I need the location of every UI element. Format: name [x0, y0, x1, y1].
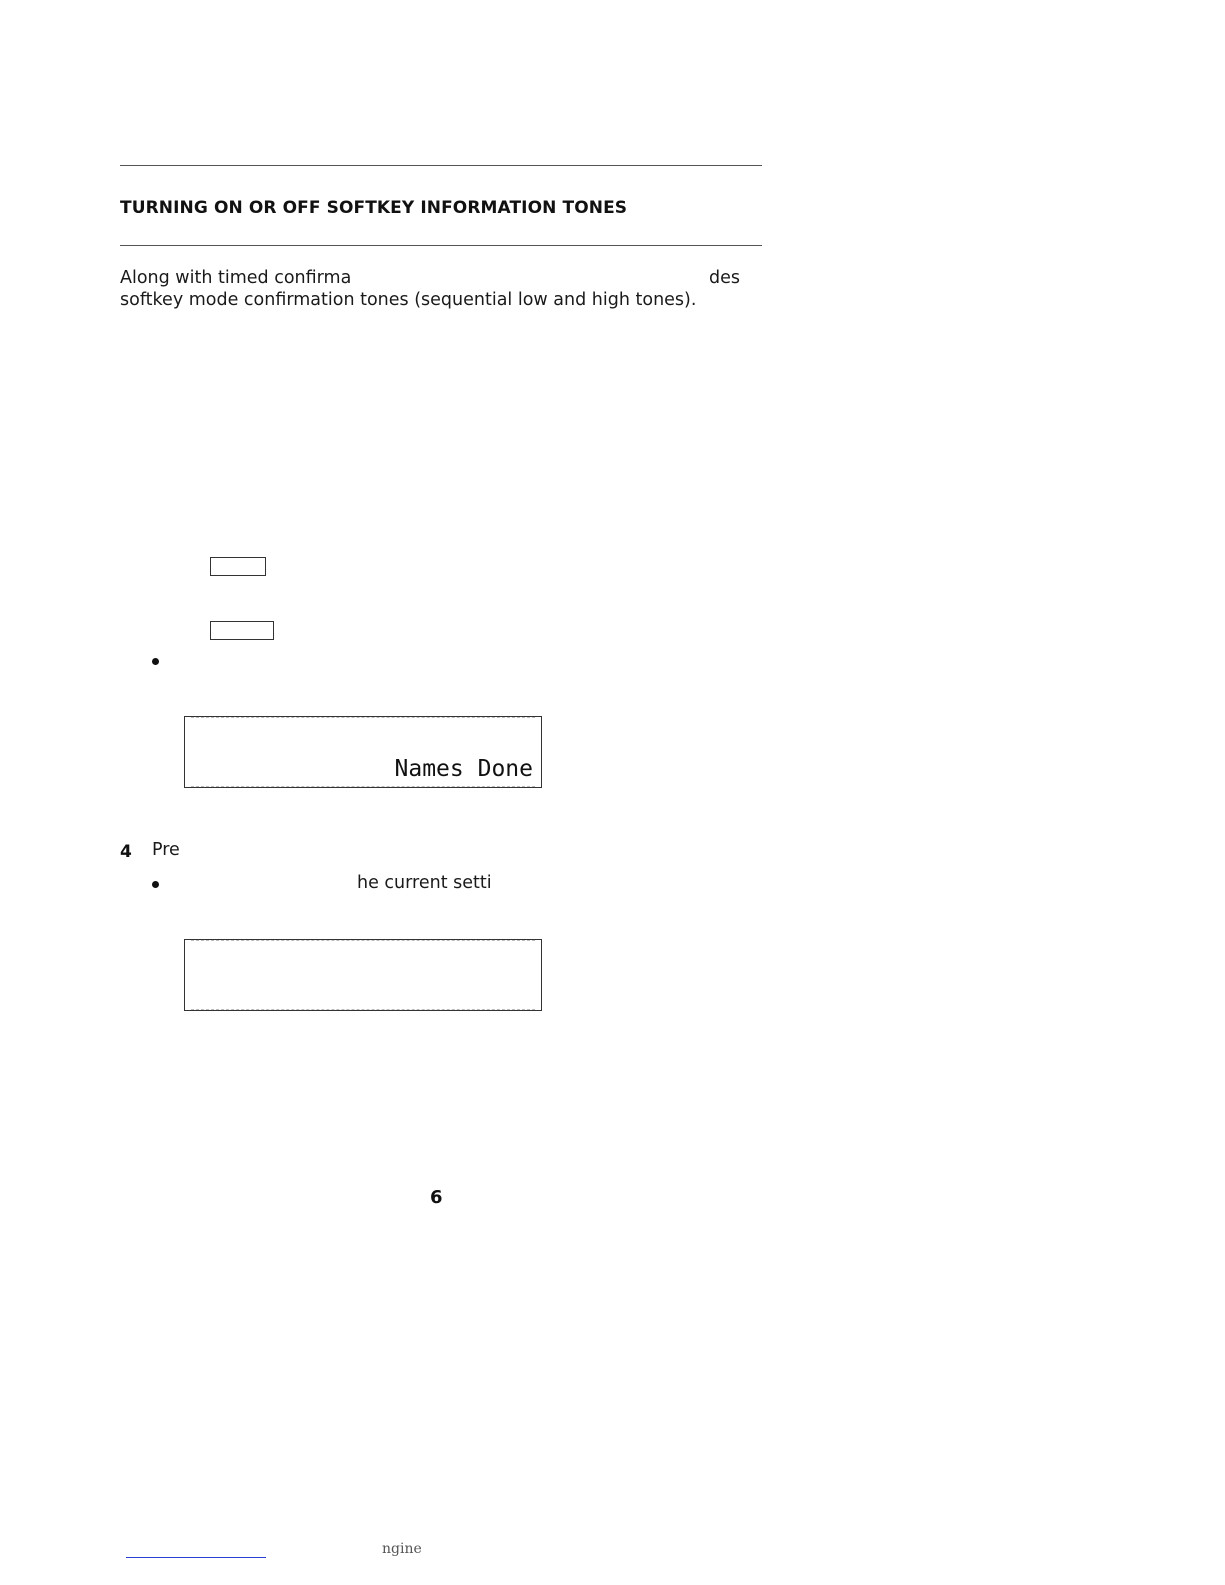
- phone-display-1: [184, 716, 542, 788]
- bullet-2: [152, 881, 159, 888]
- display-dots-bottom: [191, 1009, 535, 1010]
- display-softkey-labels: Names Done: [394, 756, 533, 782]
- footer-link[interactable]: [126, 1557, 266, 1558]
- step-number: 4: [120, 842, 132, 862]
- page-number: 6: [430, 1187, 443, 1208]
- key-box-1: [210, 557, 266, 576]
- paragraph-line-1-end: des: [709, 268, 740, 288]
- key-box-2: [210, 621, 274, 640]
- bullet-2-text: he current setti: [357, 873, 492, 893]
- display-dots-bottom: [191, 786, 535, 787]
- display-dots-top: [191, 940, 535, 941]
- footer-text: ngine: [382, 1541, 422, 1557]
- phone-display-2: [184, 939, 542, 1011]
- heading-rule: [120, 245, 762, 246]
- top-rule: [120, 165, 762, 166]
- paragraph-line-1-start: Along with timed confirma: [120, 268, 352, 288]
- display-dots-top: [191, 717, 535, 718]
- step-text: Pre: [152, 840, 180, 860]
- bullet-1: [152, 658, 159, 665]
- paragraph-line-2: softkey mode confirmation tones (sequential low and high tones).: [120, 290, 697, 310]
- section-heading: TURNING ON OR OFF SOFTKEY INFORMATION TONES: [120, 198, 628, 218]
